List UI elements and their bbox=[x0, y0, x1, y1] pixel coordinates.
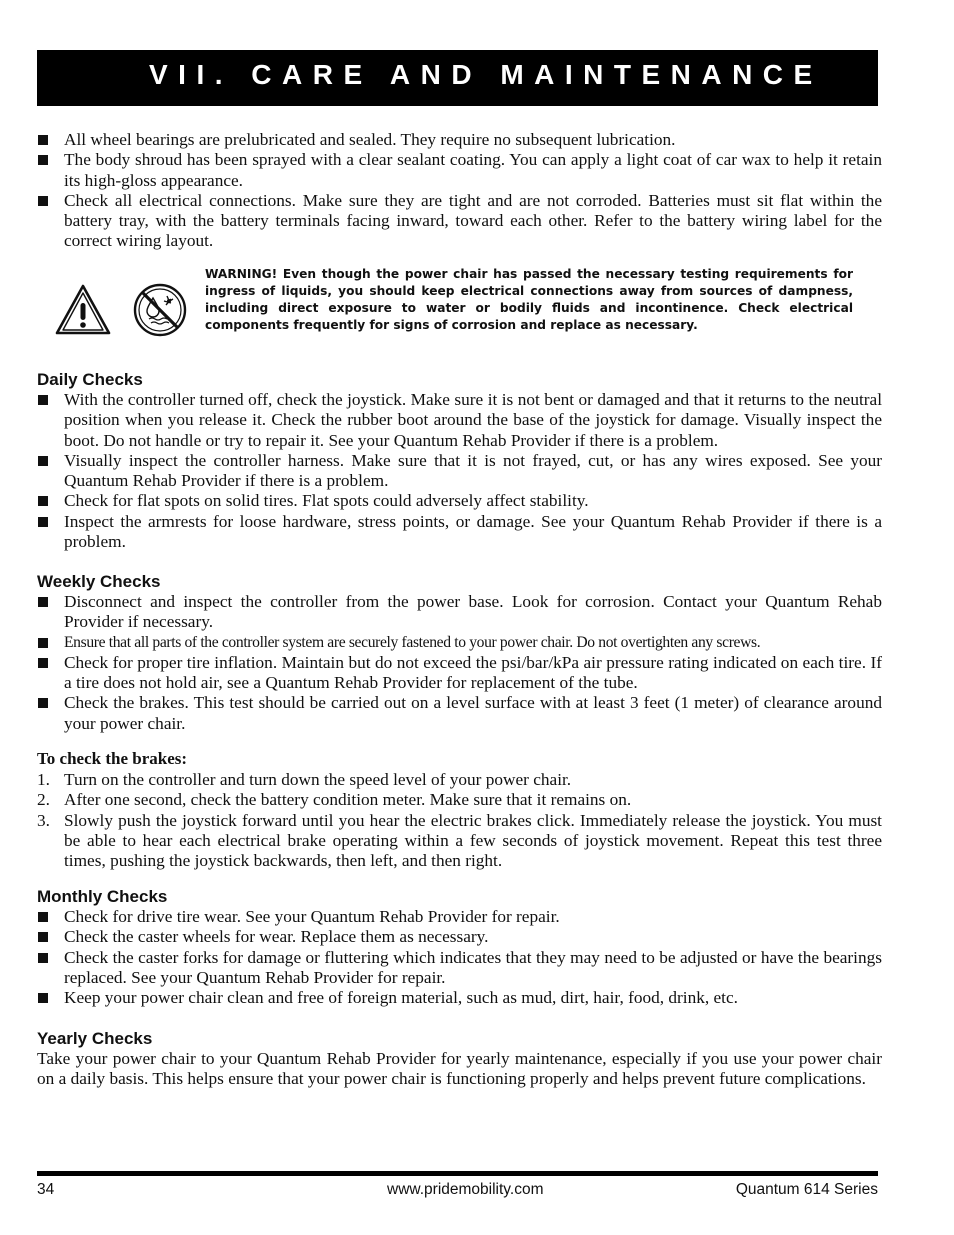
step-text: Slowly push the joystick forward until you hear the electric brakes click. Immediately release the joystick. You must be able to hear each electrical brake operating within a few seconds of joystick movement. Repeat this test three times, pushing the joystick backwards, then left, and then right. bbox=[64, 810, 882, 871]
list-item: Visually inspect the controller harness. Make sure that it is not frayed, cut, or has any wires exposed. See your Quantum Rehab Provider if there is a problem. bbox=[37, 451, 882, 492]
list-item: Ensure that all parts of the controller system are securely fastened to your power chair. Do not overtighten any screws. bbox=[37, 633, 882, 653]
step-number: 1. bbox=[37, 770, 50, 789]
list-item: Keep your power chair clean and free of foreign material, such as mud, dirt, hair, food, drink, etc. bbox=[37, 988, 882, 1008]
page-number: 34 bbox=[37, 1181, 55, 1198]
list-item: Check for drive tire wear. See your Quantum Rehab Provider for repair. bbox=[37, 907, 882, 927]
list-item: Disconnect and inspect the controller from the power base. Look for corrosion. Contact your Quantum Rehab Provider if necessary. bbox=[37, 592, 882, 633]
list-item: With the controller turned off, check the joystick. Make sure it is not bent or damaged and that it returns to the neutral position when you release it. Check the rubber boot around the base of the joystick for damage. Visually inspect the boot. Do not handle or try to repair it. See your Quantum Rehab Provider if there is a problem. bbox=[37, 390, 882, 451]
yearly-checks-text: Take your power chair to your Quantum Rehab Provider for yearly maintenance, especially if you use your power chair on a daily basis. This helps ensure that your power chair is functioning properly and helps prevent future complications. bbox=[37, 1049, 882, 1089]
list-item: All wheel bearings are prelubricated and sealed. They require no subsequent lubrication. bbox=[37, 130, 882, 150]
list-item: Check all electrical connections. Make sure they are tight and are not corroded. Batteries must sit flat within the battery tray, with the battery terminals facing inward, toward each other. Refer to the battery wiring label for the correct wiring layout. bbox=[37, 191, 882, 252]
daily-checks-list bbox=[37, 390, 882, 552]
manual-page bbox=[37, 0, 882, 1235]
section-title: VII. CARE AND MAINTENANCE bbox=[149, 59, 823, 90]
list-item bbox=[37, 790, 882, 810]
list-item bbox=[37, 770, 882, 790]
intro-bullet-list bbox=[37, 130, 882, 252]
list-item: The body shroud has been sprayed with a clear sealant coating. You can apply a light coat of car wax to help it retain its high-gloss appearance. bbox=[37, 150, 882, 191]
list-item bbox=[37, 811, 882, 872]
list-item: Check for flat spots on solid tires. Flat spots could adversely affect stability. bbox=[37, 491, 882, 511]
weekly-checks-section bbox=[37, 592, 882, 734]
footer-divider bbox=[37, 1171, 878, 1176]
section-banner bbox=[37, 50, 878, 106]
brakes-steps-list bbox=[37, 770, 882, 871]
list-item: Check the caster forks for damage or fluttering which indicates that they may need to be adjusted or have the bearings replaced. See your Quantum Rehab Provider for repair. bbox=[37, 948, 882, 989]
daily-checks-heading: Daily Checks bbox=[37, 370, 143, 389]
yearly-checks-heading: Yearly Checks bbox=[37, 1029, 153, 1048]
warning-triangle-icon bbox=[55, 284, 111, 336]
step-number: 3. bbox=[37, 810, 50, 830]
monthly-checks-heading: Monthly Checks bbox=[37, 887, 168, 906]
list-item: Check the brakes. This test should be carried out on a level surface with at least 3 feet (1 meter) of clearance around your power chair. bbox=[37, 693, 882, 734]
step-text: Turn on the controller and turn down the speed level of your power chair. bbox=[64, 770, 572, 789]
list-item: Inspect the armrests for loose hardware, stress points, or damage. See your Quantum Rehab Provider if there is a problem. bbox=[37, 512, 882, 553]
list-item: Check for proper tire inflation. Maintain but do not exceed the psi/bar/kPa air pressure rating indicated on each tire. If a tire does not hold air, see a Quantum Rehab Provider for replacement of the tube. bbox=[37, 653, 882, 694]
intro-section bbox=[37, 130, 882, 252]
no-water-icon bbox=[133, 283, 187, 337]
brakes-section bbox=[37, 770, 882, 871]
warning-text: WARNING! Even though the power chair has passed the necessary testing requirements for ingress of liquids, you should keep electrical connections away from sources of dampness, including direct exposure to water or bodily fluids and incontinence. Check electrical components frequently for signs of corrosion and replace as necessary. bbox=[205, 267, 853, 332]
brakes-subheading: To check the brakes: bbox=[37, 749, 188, 768]
monthly-checks-section bbox=[37, 907, 882, 1008]
list-item: Check the caster wheels for wear. Replace them as necessary. bbox=[37, 927, 882, 947]
daily-checks-section bbox=[37, 390, 882, 552]
monthly-checks-list bbox=[37, 907, 882, 1008]
footer-website: www.pridemobility.com bbox=[387, 1181, 544, 1198]
step-number: 2. bbox=[37, 790, 50, 810]
step-text: After one second, check the battery condition meter. Make sure that it remains on. bbox=[64, 790, 632, 810]
weekly-checks-heading: Weekly Checks bbox=[37, 572, 161, 591]
footer-product-name: Quantum 614 Series bbox=[735, 1181, 878, 1198]
weekly-checks-list bbox=[37, 592, 882, 734]
